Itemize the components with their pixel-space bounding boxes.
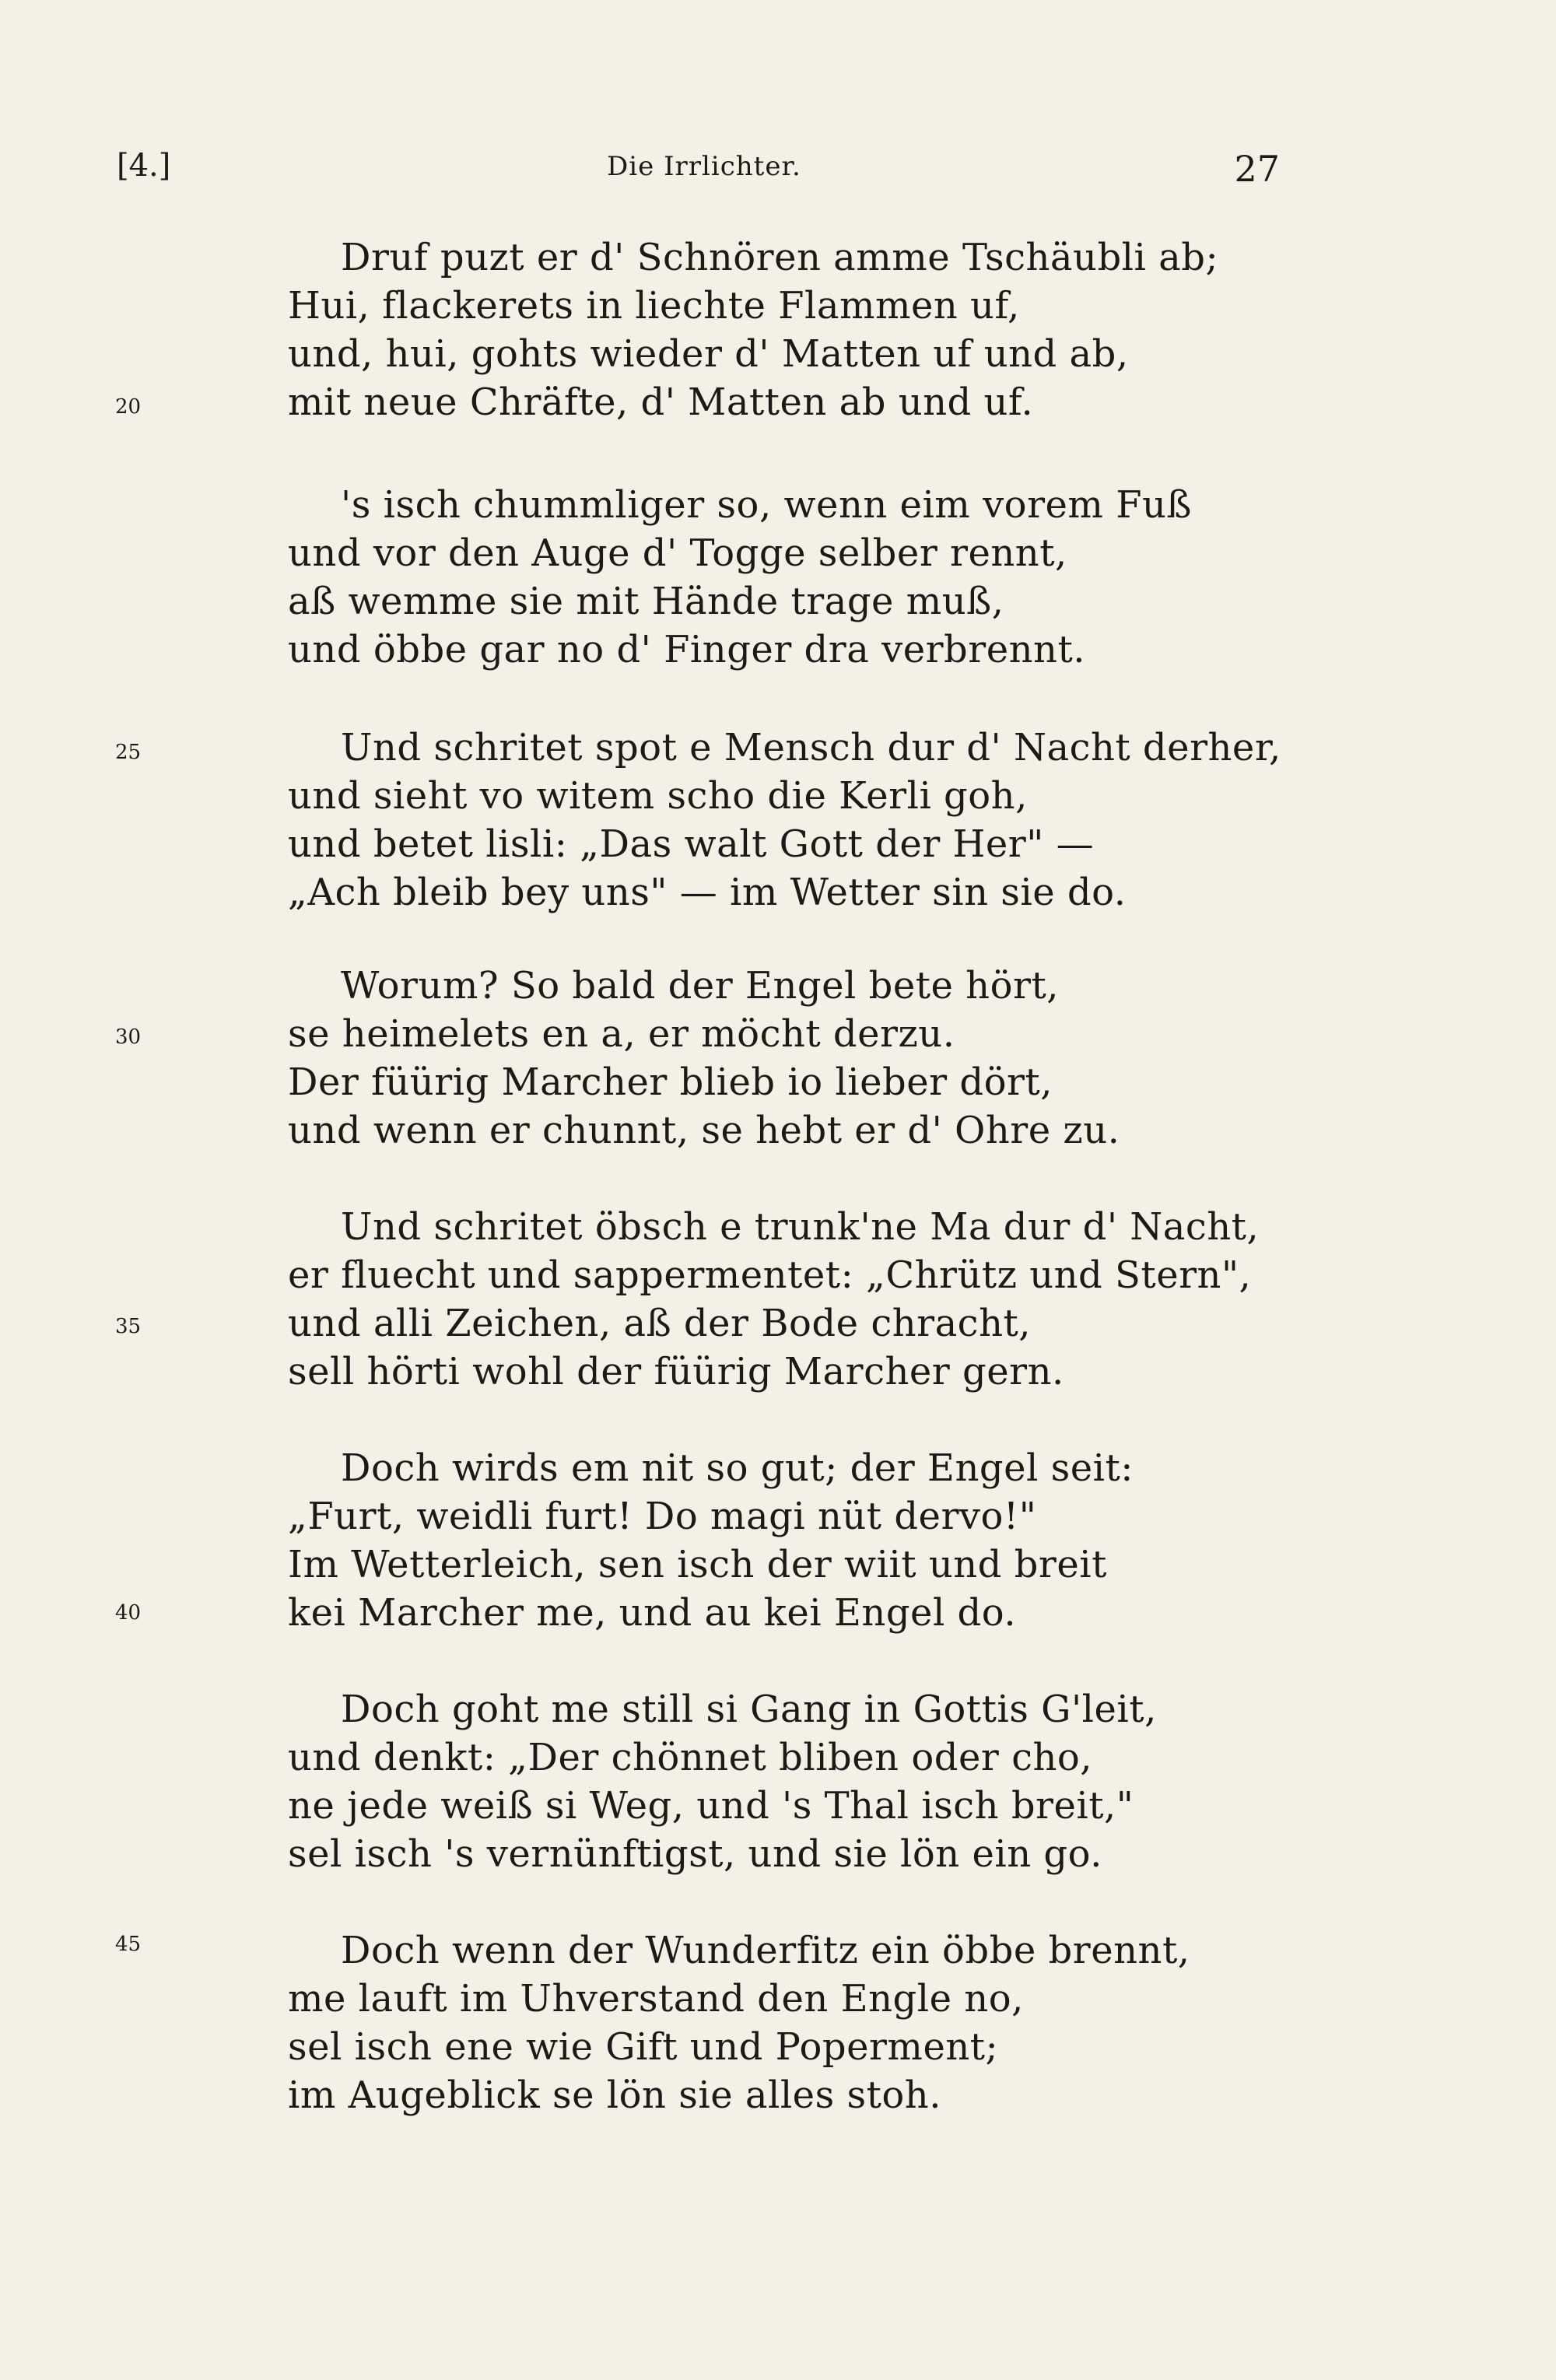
line-number-40: 40 <box>115 1601 142 1625</box>
stanza-2 <box>288 481 1299 674</box>
verse-line: Worum? So bald der Engel bete hört, <box>341 964 1059 1008</box>
verse-line: me lauft im Uhverstand den Engle no, <box>288 1977 1024 2021</box>
verse-line: se heimelets en a, er möcht derzu. <box>288 1012 955 1056</box>
verse-line: sell hörti wohl der füürig Marcher gern. <box>288 1350 1064 1393</box>
verse-line: Der füürig Marcher blieb io lieber dört, <box>288 1060 1053 1104</box>
running-title: Die Irrlichter. <box>607 151 801 182</box>
verse-line: mit neue Chräfte, d' Matten ab und uf. <box>288 380 1034 424</box>
line-number-30: 30 <box>115 1025 142 1049</box>
verse-line: Doch goht me still si Gang in Gottis G'leit, <box>341 1688 1157 1731</box>
verse-line: Und schritet öbsch e trunk'ne Ma dur d' Nacht, <box>341 1205 1260 1249</box>
verse-line: sel isch 's vernünftigst, und sie lön ein go. <box>288 1832 1102 1876</box>
verse-line: und betet lisli: „Das walt Gott der Her" — <box>288 822 1095 866</box>
verse-line: aß wemme sie mit Hände trage muß, <box>288 580 1004 623</box>
stanza-4 <box>288 962 1299 1155</box>
page-number: 27 <box>1234 148 1280 190</box>
verse-line: und sieht vo witem scho die Kerli goh, <box>288 774 1028 818</box>
stanza-6 <box>288 1444 1299 1637</box>
verse-line: und wenn er chunnt, se hebt er d' Ohre zu. <box>288 1109 1120 1152</box>
verse-line: „Furt, weidli furt! Do magi nüt dervo!" <box>288 1495 1037 1538</box>
verse-line: und denkt: „Der chönnet bliben oder cho, <box>288 1736 1093 1779</box>
verse-line: Und schritet spot e Mensch dur d' Nacht derher, <box>341 726 1281 769</box>
page-header <box>0 148 1556 202</box>
line-number-35: 35 <box>115 1315 142 1338</box>
stanza-7 <box>288 1685 1299 1878</box>
verse-line: 's isch chummliger so, wenn eim vorem Fuß <box>341 483 1192 527</box>
stanza-3 <box>288 724 1299 917</box>
verse-line: im Augeblick se lön sie alles stoh. <box>288 2073 941 2117</box>
line-number-20: 20 <box>115 395 142 419</box>
section-mark: [4.] <box>117 148 171 184</box>
verse-line: und, hui, gohts wieder d' Matten uf und ab, <box>288 332 1129 376</box>
verse-line: Doch wenn der Wunderfitz ein öbbe brennt, <box>341 1929 1190 1972</box>
verse-line: er fluecht und sappermentet: „Chrütz und Stern", <box>288 1253 1252 1297</box>
verse-line: und vor den Auge d' Togge selber rennt, <box>288 531 1067 575</box>
line-number-25: 25 <box>115 741 142 764</box>
verse-line: kei Marcher me, und au kei Engel do. <box>288 1591 1017 1635</box>
verse-line: „Ach bleib bey uns" — im Wetter sin sie do. <box>288 871 1127 914</box>
stanza-8 <box>288 1926 1299 2119</box>
verse-line: Im Wetterleich, sen isch der wiit und breit <box>288 1543 1107 1586</box>
verse-line: und öbbe gar no d' Finger dra verbrennt. <box>288 628 1085 671</box>
stanza-5 <box>288 1203 1299 1396</box>
verse-line: Doch wirds em nit so gut; der Engel seit: <box>341 1446 1134 1490</box>
line-number-45: 45 <box>115 1933 142 1956</box>
stanza-1 <box>288 233 1299 426</box>
verse-line: ne jede weiß si Weg, und 's Thal isch breit," <box>288 1784 1134 1828</box>
verse-line: Hui, flackerets in liechte Flammen uf, <box>288 284 1020 328</box>
verse-line: Druf puzt er d' Schnören amme Tschäubli ab; <box>341 236 1219 279</box>
verse-line: sel isch ene wie Gift und Poperment; <box>288 2025 999 2069</box>
verse-line: und alli Zeichen, aß der Bode chracht, <box>288 1302 1032 1345</box>
